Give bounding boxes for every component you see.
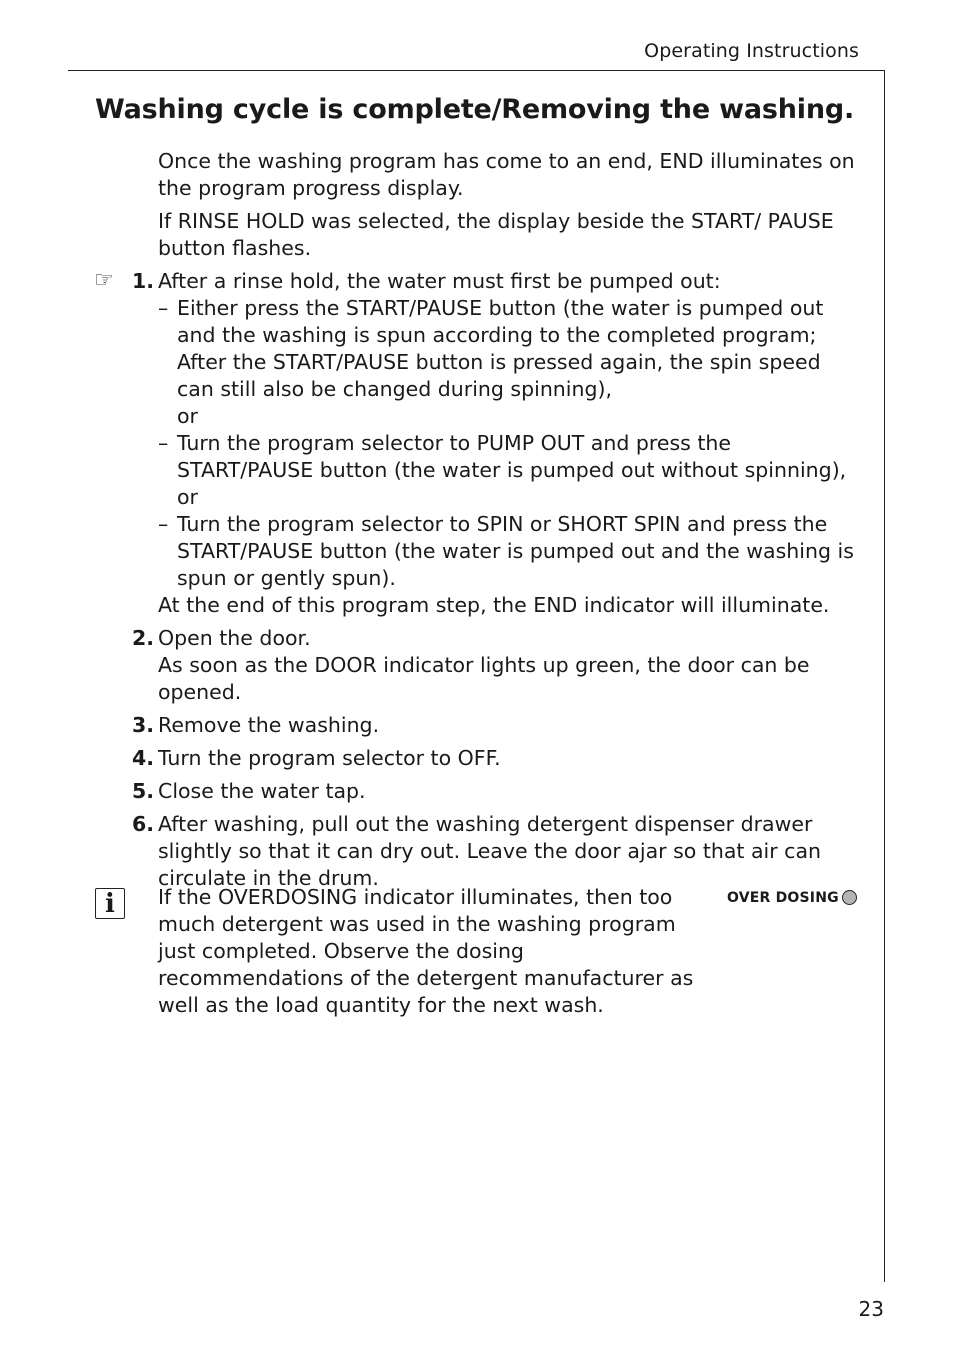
or-text: or [177, 485, 198, 509]
step-number: 6. [132, 812, 155, 836]
step-text: Turn the program selector to OFF. [158, 746, 501, 770]
intro-paragraph-2: If RINSE HOLD was selected, the display beside the START/ PAUSE button flashes. [158, 209, 834, 260]
step-text: Close the water tap. [158, 779, 366, 803]
overdosing-indicator-label: OVER DOSING [727, 890, 839, 906]
step-number: 2. [132, 626, 155, 650]
step-text: After washing, pull out the washing detergent dispenser drawer slightly so that it can dry out. Leave the door ajar so that air can circulate in the drum. [158, 812, 822, 890]
step-1 [94, 268, 863, 619]
header-section-label: Operating Instructions [644, 40, 859, 62]
option-text: Turn the program selector to PUMP OUT and press the START/PAUSE button (the water is pumped out without spinning), [177, 431, 847, 482]
page-number: 23 [858, 1297, 884, 1321]
dash-marker: – [158, 431, 169, 455]
step-4 [132, 745, 863, 772]
step-2 [132, 625, 863, 706]
step-1-option-2 [158, 430, 863, 484]
step-1-option-3 [158, 511, 863, 592]
step-3 [132, 712, 863, 739]
step-1-after-text: At the end of this program step, the END indicator will illuminate. [158, 593, 830, 617]
step-text: Remove the washing. [158, 713, 380, 737]
step-number: 1. [132, 269, 155, 293]
step-1-option-1 [158, 295, 863, 403]
info-text: If the OVERDOSING indicator illuminates, then too much detergent was used in the washing program just completed. Observe the dosing recommendations of the detergent manufacturer as well as the load quantity for the next wash. [158, 885, 694, 1017]
or-text: or [177, 404, 198, 428]
page-title: Washing cycle is complete/Removing the washing. [95, 94, 855, 125]
step-6 [132, 811, 863, 892]
overdosing-lamp-icon [842, 890, 857, 905]
pointing-hand-icon: ☞ [94, 268, 114, 293]
step-number: 5. [132, 779, 155, 803]
option-text: Turn the program selector to SPIN or SHORT SPIN and press the START/PAUSE button (the water is pumped out and the washing is spun or gently spun). [177, 512, 854, 590]
right-margin-rule [884, 70, 885, 1282]
step-number: 4. [132, 746, 155, 770]
dash-marker: – [158, 296, 169, 320]
step-number: 3. [132, 713, 155, 737]
option-text: Either press the START/PAUSE button (the water is pumped out and the washing is spun according to the completed program; After the START/PAUSE button is pressed again, the spin speed can still also be changed during spinning), [177, 296, 824, 401]
step-detail: As soon as the DOOR indicator lights up green, the door can be opened. [158, 653, 810, 704]
step-text: Open the door. [158, 626, 311, 650]
header-rule [68, 70, 885, 71]
intro-paragraph-1: Once the washing program has come to an end, END illuminates on the program progress display. [158, 149, 855, 200]
main-content [94, 148, 863, 898]
info-icon: i [95, 888, 125, 919]
step-text: After a rinse hold, the water must first be pumped out: [158, 269, 721, 293]
step-5 [132, 778, 863, 805]
dash-marker: – [158, 512, 169, 536]
